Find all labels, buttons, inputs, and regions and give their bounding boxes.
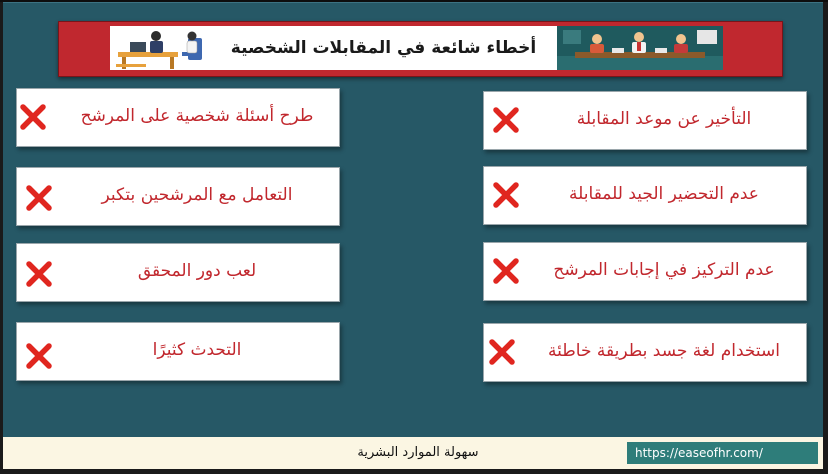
x-mark-icon [24,183,54,213]
mistake-card [16,243,340,302]
mistake-card [483,91,807,150]
mistake-card [16,322,340,381]
x-mark-icon [491,256,521,286]
mistake-label: التعامل مع المرشحين بتكبر [101,185,293,205]
mistake-card [483,242,807,301]
title-banner-inner [110,26,723,70]
x-mark-icon [487,337,517,367]
interview-illustration-left [110,26,210,70]
mistake-card [483,166,807,225]
footer-bar [3,437,823,469]
mistake-card [483,323,807,382]
page-title: أخطاء شائعة في المقابلات الشخصية [230,38,537,58]
x-mark-icon [491,105,521,135]
x-mark-icon [18,102,48,132]
meeting-illustration-right [557,26,723,70]
x-mark-icon [24,341,54,371]
slide-panel [3,2,823,438]
website-link[interactable]: https://easeofhr.com/ [627,442,818,464]
mistake-label: التحدث كثيرًا [152,340,242,360]
mistake-label: عدم التركيز في إجابات المرشح [553,260,775,280]
mistake-label: لعب دور المحقق [137,261,257,281]
footer-brand: سهولة الموارد البشرية [357,445,479,460]
mistake-label: طرح أسئلة شخصية على المرشح [80,106,314,126]
mistake-label: التأخير عن موعد المقابلة [576,109,752,129]
mistake-label: عدم التحضير الجيد للمقابلة [569,184,759,204]
mistake-label: استخدام لغة جسد بطريقة خاطئة [548,341,780,361]
mistake-card [16,88,340,147]
x-mark-icon [24,259,54,289]
x-mark-icon [491,180,521,210]
mistake-card [16,167,340,226]
title-banner [58,21,783,77]
